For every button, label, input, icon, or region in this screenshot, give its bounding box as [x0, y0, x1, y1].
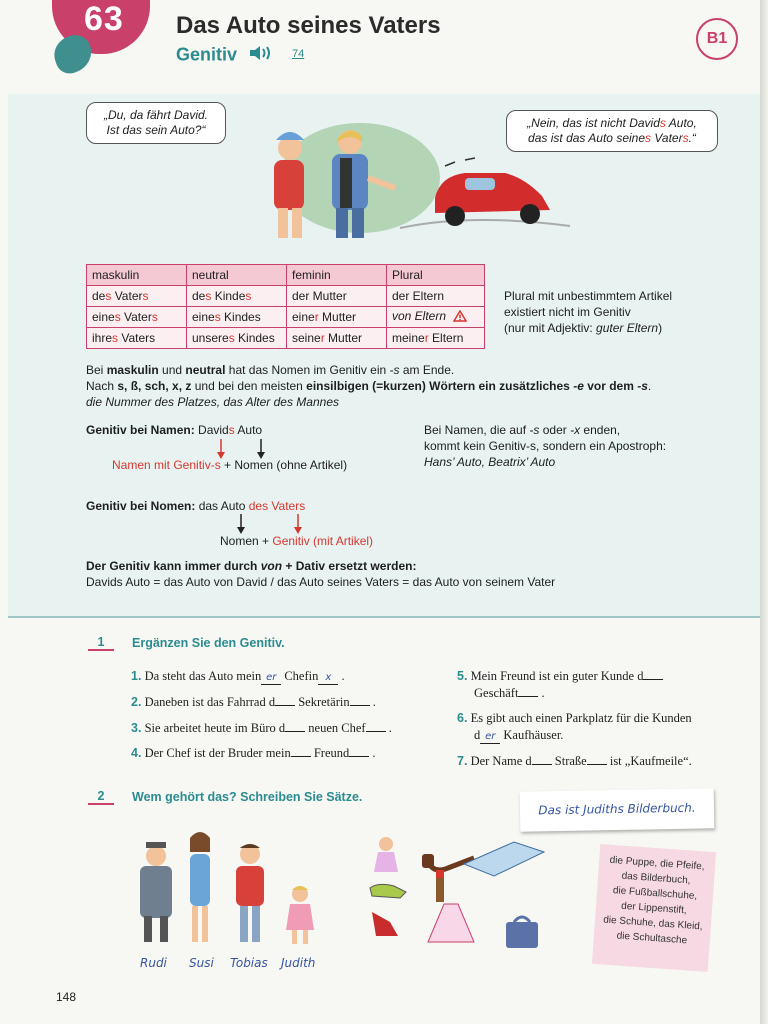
- cell-text: eine: [292, 310, 315, 324]
- speech-left-line1: „Du, da fährt David.: [103, 108, 209, 122]
- item-text: Freund: [310, 746, 350, 760]
- cell-text: der Eltern: [392, 289, 445, 303]
- von-text: Der Genitiv kann immer durch: [86, 559, 261, 573]
- names-example: David: [194, 423, 229, 437]
- plural-note-line: existiert nicht im Genitiv: [504, 305, 631, 319]
- answer-blank[interactable]: er: [480, 731, 500, 744]
- item-number: 3.: [131, 721, 142, 735]
- table-row: [87, 286, 485, 307]
- rule-text: und bei den meisten: [191, 379, 307, 393]
- page-subtitle: [176, 44, 274, 67]
- cell-text: Mutter: [318, 310, 357, 324]
- vocabulary-note: [592, 844, 716, 972]
- level-badge: B1: [696, 18, 738, 60]
- names-formula: [112, 457, 347, 473]
- rule-text: hat das Nomen im Genitiv ein: [225, 363, 390, 377]
- person-label: Judith: [281, 956, 316, 970]
- answer-blank[interactable]: er: [261, 672, 281, 685]
- note-text: ): [658, 321, 663, 335]
- apos-text: enden,: [580, 423, 621, 437]
- names-formula-red: Namen mit Genitiv-s: [112, 458, 221, 472]
- cell-text: eine: [92, 310, 115, 324]
- person-label: Susi: [189, 956, 214, 970]
- item-text: neuen Chef: [305, 721, 366, 735]
- cell-ending: s: [214, 310, 221, 324]
- cell-ending: r: [314, 310, 319, 324]
- item-text: Chefin: [281, 669, 319, 683]
- rule-text: .: [647, 379, 652, 393]
- item-text: Mein Freund ist ein guter Kunde d: [470, 669, 644, 683]
- answer-blank[interactable]: [275, 705, 295, 706]
- rule-bold: einsilbigen (=kurzen) Wörtern ein zusätzliches: [306, 379, 574, 393]
- exercise-number: 1: [88, 635, 114, 651]
- rule-line: [86, 362, 651, 378]
- names-heading: [86, 422, 262, 438]
- item-text: Straße: [551, 754, 587, 768]
- cell-ending: s: [205, 289, 212, 303]
- names-heading-label: Genitiv bei Namen:: [86, 423, 195, 437]
- table-cell: [387, 328, 485, 349]
- plural-note-line: [504, 320, 672, 336]
- exercise-item: [457, 668, 727, 702]
- warning-icon: [453, 310, 467, 325]
- table-header-row: [87, 265, 485, 286]
- cell-text: Vater: [111, 289, 143, 303]
- cell-text: Eltern: [428, 331, 464, 345]
- cell-ending: s: [114, 310, 121, 324]
- cell-text: unsere: [192, 331, 229, 345]
- item-text: Daneben ist das Fahrrad d: [144, 695, 276, 709]
- arrows-nouns: [234, 513, 304, 535]
- cell-text: von Eltern: [392, 309, 447, 324]
- rule-line: [86, 378, 651, 394]
- table-row: [87, 328, 485, 349]
- plural-note-line: Plural mit unbestimmtem Artikel: [504, 289, 673, 303]
- item-text: .: [541, 686, 545, 700]
- table-header: feminin: [287, 265, 387, 286]
- note-text: (nur mit Adjektiv:: [504, 321, 597, 335]
- exercise-item: [131, 694, 376, 711]
- item-number: 7.: [457, 754, 468, 768]
- apos-italic: -s: [529, 423, 540, 437]
- exercise-title: Wem gehört das? Schreiben Sie Sätze.: [132, 790, 363, 804]
- answer-blank[interactable]: [643, 679, 663, 680]
- item-text: Geschäft: [474, 686, 519, 700]
- cell-text: de: [192, 289, 206, 303]
- page-edge: [760, 0, 768, 1024]
- item-text: .: [341, 669, 345, 683]
- item-number: 4.: [131, 746, 142, 760]
- cell-text: Kindes: [220, 310, 261, 324]
- rule-bold: vor dem: [583, 379, 638, 393]
- answer-blank[interactable]: [532, 764, 552, 765]
- table-cell: [287, 307, 387, 328]
- cell-ending: s: [228, 331, 235, 345]
- item-text: Da steht das Auto mein: [144, 669, 262, 683]
- answer-blank[interactable]: [350, 705, 370, 706]
- speech-text: das ist das Auto seine: [528, 131, 646, 145]
- cell-text: ihre: [92, 331, 113, 345]
- von-text: + Dativ ersetzt werden:: [282, 559, 417, 573]
- table-cell: [287, 286, 387, 307]
- cell-text: der Mutter: [292, 289, 347, 303]
- nouns-example: das Auto: [195, 499, 249, 513]
- item-text: .: [372, 695, 376, 709]
- vocab-word: die Puppe, die Pfeife,: [609, 854, 705, 873]
- exercise-number: 2: [88, 789, 114, 805]
- exercise-item: [131, 720, 392, 737]
- answer-blank[interactable]: [291, 756, 311, 757]
- chapter-number: 63: [84, 0, 124, 38]
- cell-ending: s: [245, 289, 252, 303]
- speech-left-line2: Ist das sein Auto?“: [106, 123, 206, 137]
- cell-ending: r: [424, 331, 429, 345]
- table-cell: [187, 328, 287, 349]
- table-cell: [87, 286, 187, 307]
- item-text: ist „Kaufmeile“.: [606, 754, 692, 768]
- genitive-table: [86, 264, 485, 349]
- apostrophe-line: [424, 422, 666, 438]
- table-header: maskulin: [87, 265, 187, 286]
- speech-ending: s: [645, 131, 652, 145]
- item-number: 5.: [457, 669, 468, 683]
- cell-ending: s: [105, 289, 112, 303]
- rule-italic: -s: [389, 363, 400, 377]
- item-text: Der Name d: [470, 754, 532, 768]
- nouns-formula-red: Genitiv (mit Artikel): [272, 534, 374, 548]
- cell-text: eine: [192, 310, 215, 324]
- page-number: 148: [56, 990, 77, 1004]
- speech-text: „Nein, das ist nicht David: [527, 116, 660, 130]
- nouns-heading-label: Genitiv bei Nomen:: [86, 499, 196, 513]
- note-example: guter Eltern: [596, 321, 659, 335]
- answer-blank[interactable]: [518, 696, 538, 697]
- item-text: Sekretärin: [295, 695, 350, 709]
- exercise-item: [457, 753, 747, 770]
- names-example-ending: s: [228, 423, 235, 437]
- apostrophe-line: kommt kein Genitiv-s, sondern ein Apostroph:: [424, 439, 667, 453]
- apos-text: oder: [539, 423, 571, 437]
- von-example: Davids Auto = das Auto von David / das Auto seines Vaters = das Auto von seinem Vater: [86, 575, 556, 589]
- rule-text: Bei: [86, 363, 107, 377]
- person-label: Rudi: [140, 956, 167, 970]
- table-cell: [87, 328, 187, 349]
- speech-text: Auto,: [665, 116, 697, 130]
- answer-blank[interactable]: [366, 731, 386, 732]
- answer-blank[interactable]: [285, 731, 305, 732]
- table-cell: [287, 328, 387, 349]
- cell-text: de: [92, 289, 106, 303]
- table-header: Plural: [387, 265, 485, 286]
- answer-blank[interactable]: x: [318, 672, 338, 685]
- table-header: neutral: [187, 265, 287, 286]
- table-cell: [187, 307, 287, 328]
- nouns-heading: [86, 498, 305, 514]
- apostrophe-note: [424, 422, 666, 470]
- person-label: Tobias: [230, 956, 268, 970]
- nouns-formula: [220, 533, 373, 549]
- apostrophe-example: Hans’ Auto, Beatrix’ Auto: [424, 455, 556, 469]
- vocab-word: die Schuhe, das Kleid,: [602, 914, 703, 933]
- cell-text: Kindes: [234, 331, 275, 345]
- rule-text: am Ende.: [399, 363, 455, 377]
- names-example: Auto: [234, 423, 263, 437]
- item-text: Kaufhäuser.: [500, 728, 564, 742]
- rule-bold: maskulin: [106, 363, 159, 377]
- item-text: Sie arbeitet heute im Büro d: [144, 721, 286, 735]
- speech-bubble-left: [86, 102, 226, 144]
- vocab-word: das Bilderbuch,: [621, 870, 691, 887]
- cell-text: Vater: [120, 310, 152, 324]
- rule-example: die Nummer des Platzes, das Alter des Mannes: [86, 395, 340, 409]
- table-row: [87, 307, 485, 328]
- exercise-item: [131, 745, 376, 762]
- speech-ending: s: [682, 131, 689, 145]
- illustration-people: [130, 826, 330, 954]
- speech-text: .“: [688, 131, 696, 145]
- table-cell: [187, 286, 287, 307]
- answer-blank[interactable]: [587, 764, 607, 765]
- item-text: d: [474, 728, 481, 742]
- illustration-boys-car: [250, 118, 570, 243]
- cell-text: Mutter: [324, 331, 363, 345]
- item-text: .: [372, 746, 376, 760]
- speaker-icon[interactable]: [248, 44, 274, 67]
- plural-note: [504, 288, 672, 336]
- rule-bold: neutral: [185, 363, 226, 377]
- answer-blank[interactable]: [349, 756, 369, 757]
- von-italic: von: [260, 559, 283, 573]
- example-answer-card: Das ist Judiths Bilderbuch.: [520, 788, 715, 831]
- exercise-item: [131, 668, 345, 685]
- nouns-formula-text: Nomen +: [220, 534, 273, 548]
- vocab-word: die Fußballschuhe,: [612, 885, 698, 902]
- cell-text: meine: [392, 331, 425, 345]
- von-rule: [86, 558, 555, 590]
- exercise-title: Ergänzen Sie den Genitiv.: [132, 636, 285, 650]
- von-rule-line: [86, 558, 555, 574]
- vocab-word: der Lippenstift,: [620, 900, 688, 917]
- rules-block: [86, 362, 651, 410]
- cell-ending: r: [320, 331, 325, 345]
- table-cell: [387, 286, 485, 307]
- item-text: Der Chef ist der Bruder mein: [144, 746, 291, 760]
- page-title: Das Auto seines Vaters: [176, 12, 441, 39]
- item-number: 1.: [131, 669, 142, 683]
- rule-bold: -s: [637, 379, 648, 393]
- table-cell: [387, 307, 485, 328]
- item-number: 2.: [131, 695, 142, 709]
- apos-text: Bei Namen, die auf: [424, 423, 530, 437]
- cell-ending: s: [142, 289, 149, 303]
- names-formula-text: + Nomen (ohne Artikel): [220, 458, 348, 472]
- rule-text: Nach: [86, 379, 118, 393]
- cell-text: seine: [292, 331, 321, 345]
- apos-italic: -x: [570, 423, 581, 437]
- table-cell: [87, 307, 187, 328]
- cell-text: Vaters: [118, 331, 156, 345]
- nouns-example-red: des Vaters: [248, 499, 306, 513]
- illustration-objects: [364, 832, 550, 954]
- exercise-item: [457, 710, 737, 744]
- audio-track-number[interactable]: 74: [292, 48, 305, 60]
- cell-ending: s: [151, 310, 158, 324]
- rule-bold: s, ß, sch, x, z: [117, 379, 192, 393]
- subtitle-text: Genitiv: [176, 44, 238, 65]
- rule-text: und: [158, 363, 186, 377]
- speech-text: Vater: [651, 131, 683, 145]
- speech-ending: s: [659, 116, 666, 130]
- vocab-word: die Schultasche: [616, 930, 688, 947]
- item-text: Es gibt auch einen Parkplatz für die Kunden: [470, 711, 692, 725]
- cell-text: Kinde: [211, 289, 246, 303]
- cell-ending: s: [112, 331, 119, 345]
- rule-bold: -e: [573, 379, 584, 393]
- item-text: .: [388, 721, 392, 735]
- item-number: 6.: [457, 711, 468, 725]
